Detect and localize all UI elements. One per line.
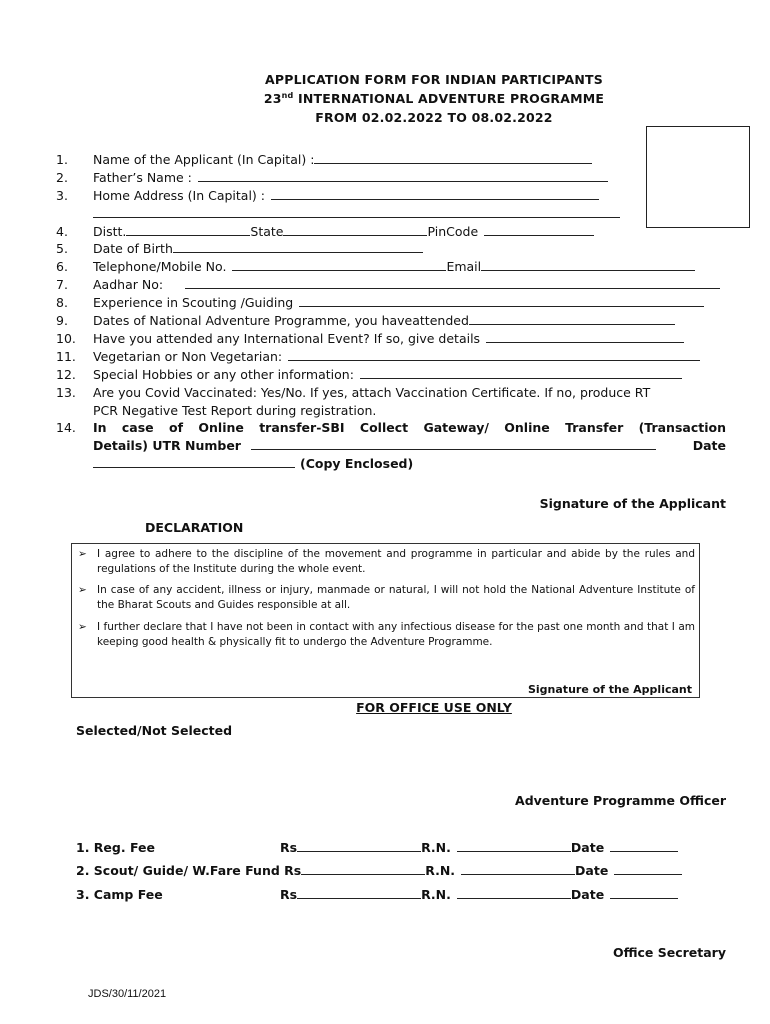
district-input-line[interactable]: [126, 234, 250, 236]
fee-row-reg: 1. Reg. Fee: [76, 840, 155, 855]
rs-input-line[interactable]: [301, 873, 425, 875]
field-number: 13.: [56, 385, 76, 400]
field-number: 2.: [56, 170, 68, 185]
field-international-event[interactable]: [93, 331, 684, 346]
input-line[interactable]: [360, 377, 682, 379]
input-line[interactable]: [185, 287, 720, 289]
fee-row-camp: 3. Camp Fee: [76, 887, 163, 902]
state-input-line[interactable]: [283, 234, 427, 236]
declaration-item: [78, 620, 695, 650]
field-number: 7.: [56, 277, 68, 292]
office-secretary-label: Office Secretary: [612, 945, 726, 960]
email-label: Email: [446, 259, 482, 274]
field-copy-enclosed[interactable]: [93, 456, 413, 471]
bullet-arrow-icon: ➢: [78, 584, 87, 596]
date-input-line[interactable]: [93, 466, 295, 468]
field-number: 5.: [56, 241, 68, 256]
rn-label: R.N.: [421, 840, 451, 855]
field-number: 14.: [56, 420, 76, 435]
telephone-label: Telephone/Mobile No.: [93, 259, 227, 274]
pincode-label: PinCode: [427, 224, 479, 239]
bullet-arrow-icon: ➢: [78, 621, 87, 633]
field-date-of-birth[interactable]: [93, 241, 423, 256]
field-number: 11.: [56, 349, 76, 364]
field-number: 8.: [56, 295, 68, 310]
field-food-preference[interactable]: [93, 349, 700, 364]
field-label: Father’s Name :: [93, 170, 192, 185]
field-label: Date of Birth: [93, 241, 173, 256]
input-line[interactable]: [299, 305, 704, 307]
fee-row-reg-fields[interactable]: [280, 840, 678, 855]
bullet-arrow-icon: ➢: [78, 548, 87, 560]
input-line[interactable]: [314, 162, 592, 164]
rn-input-line[interactable]: [457, 850, 571, 852]
telephone-input-line[interactable]: [232, 269, 446, 271]
rs-input-line[interactable]: [297, 897, 421, 899]
email-input-line[interactable]: [481, 269, 695, 271]
date-label: Date: [692, 438, 726, 453]
rn-input-line[interactable]: [457, 897, 571, 899]
title-line-1: APPLICATION FORM FOR INDIAN PARTICIPANTS: [265, 72, 603, 87]
field-number: 9.: [56, 313, 68, 328]
date-input-line[interactable]: [610, 850, 678, 852]
copy-enclosed-label: (Copy Enclosed): [300, 456, 414, 471]
field-number: 4.: [56, 224, 68, 239]
ordinal-suffix: nd: [281, 91, 294, 100]
rs-input-line[interactable]: [297, 850, 421, 852]
field-label: Have you attended any International Event? If so, give details: [93, 331, 481, 346]
rn-label: R.N.: [425, 863, 456, 878]
declaration-item: [78, 547, 695, 577]
utr-label: Details) UTR Number: [93, 438, 241, 453]
declaration-heading: DECLARATION: [145, 520, 244, 535]
office-use-heading: FOR OFFICE USE ONLY: [356, 700, 512, 715]
field-utr-number[interactable]: [93, 438, 726, 453]
field-number: 12.: [56, 367, 76, 382]
field-telephone-email[interactable]: [93, 259, 695, 274]
input-line[interactable]: [486, 341, 684, 343]
date-label: Date: [575, 863, 609, 878]
rn-input-line[interactable]: [461, 873, 575, 875]
fee-row-fund[interactable]: [76, 863, 682, 878]
declaration-signature-label: Signature of the Applicant: [527, 683, 692, 696]
field-label: Home Address (In Capital) :: [93, 188, 265, 203]
field-number: 6.: [56, 259, 68, 274]
date-label: Date: [570, 887, 605, 902]
programme-number: 23: [263, 91, 282, 107]
fee-row-camp-fields[interactable]: [280, 887, 678, 902]
field-covid-vaccination-cont: PCR Negative Test Report during registration.: [93, 403, 377, 418]
declaration-text: I further declare that I have not been in contact with any infectious disease for the past one month and that I am keeping good health & physically fit to undergo the Adventure Programme.: [97, 621, 695, 648]
input-line[interactable]: [271, 198, 599, 200]
utr-input-line[interactable]: [251, 448, 656, 450]
field-aadhar[interactable]: [93, 277, 720, 292]
declaration-text: I agree to adhere to the discipline of the movement and programme in particular and abide by the rules and regulations of the Institute during the whole event.: [97, 548, 695, 575]
rs-label: Rs: [280, 840, 298, 855]
document-code: JDS/30/11/2021: [88, 988, 167, 1000]
input-line[interactable]: [173, 251, 423, 253]
applicant-signature-label: Signature of the Applicant: [539, 496, 726, 511]
field-label: Name of the Applicant (In Capital) :: [93, 152, 315, 167]
rn-label: R.N.: [421, 887, 451, 902]
field-label: Special Hobbies or any other information:: [93, 367, 354, 382]
date-input-line[interactable]: [610, 897, 678, 899]
field-label: Aadhar No:: [93, 277, 164, 292]
field-covid-vaccination: Are you Covid Vaccinated: Yes/No. If yes, attach Vaccination Certificate. If no, produce RT: [93, 385, 651, 400]
address-line-2[interactable]: [93, 217, 620, 218]
input-line[interactable]: [288, 359, 700, 361]
input-line[interactable]: [469, 323, 675, 325]
field-label: Dates of National Adventure Programme, you haveattended: [93, 313, 469, 328]
fund-label: 2. Scout/ Guide/ W.Fare Fund Rs: [76, 863, 302, 878]
date-input-line[interactable]: [614, 873, 682, 875]
field-applicant-name[interactable]: [93, 152, 592, 167]
field-district-state-pin[interactable]: [93, 224, 594, 239]
field-home-address[interactable]: [93, 188, 599, 203]
district-label: Distt.: [93, 224, 127, 239]
field-programme-dates[interactable]: [93, 313, 675, 328]
pincode-input-line[interactable]: [484, 234, 594, 236]
programme-name: INTERNATIONAL ADVENTURE PROGRAMME: [293, 91, 605, 107]
field-number: 3.: [56, 188, 68, 203]
title-line-3: FROM 02.02.2022 TO 08.02.2022: [315, 110, 553, 125]
title-line-2: [0, 91, 770, 106]
input-line[interactable]: [198, 180, 608, 182]
field-scouting-experience[interactable]: [93, 295, 704, 310]
programme-officer-label: Adventure Programme Officer: [515, 793, 726, 808]
field-payment-details: In case of Online transfer-SBI Collect Gateway/ Online Transfer (Transaction: [93, 420, 726, 435]
field-label: Vegetarian or Non Vegetarian:: [93, 349, 283, 364]
rs-label: Rs: [280, 887, 298, 902]
field-father-name[interactable]: [93, 170, 608, 185]
date-label: Date: [570, 840, 605, 855]
declaration-text: In case of any accident, illness or injury, manmade or natural, I will not hold the National Adventure Institute of the Bharat Scouts and Guides responsible at all.: [97, 584, 695, 611]
selection-status: Selected/Not Selected: [76, 723, 233, 738]
field-hobbies[interactable]: [93, 367, 682, 382]
field-label: Experience in Scouting /Guiding: [93, 295, 294, 310]
field-number: 10.: [56, 331, 76, 346]
photo-box[interactable]: [646, 126, 750, 228]
field-number: 1.: [56, 152, 68, 167]
state-label: State: [250, 224, 284, 239]
declaration-item: [78, 583, 695, 613]
